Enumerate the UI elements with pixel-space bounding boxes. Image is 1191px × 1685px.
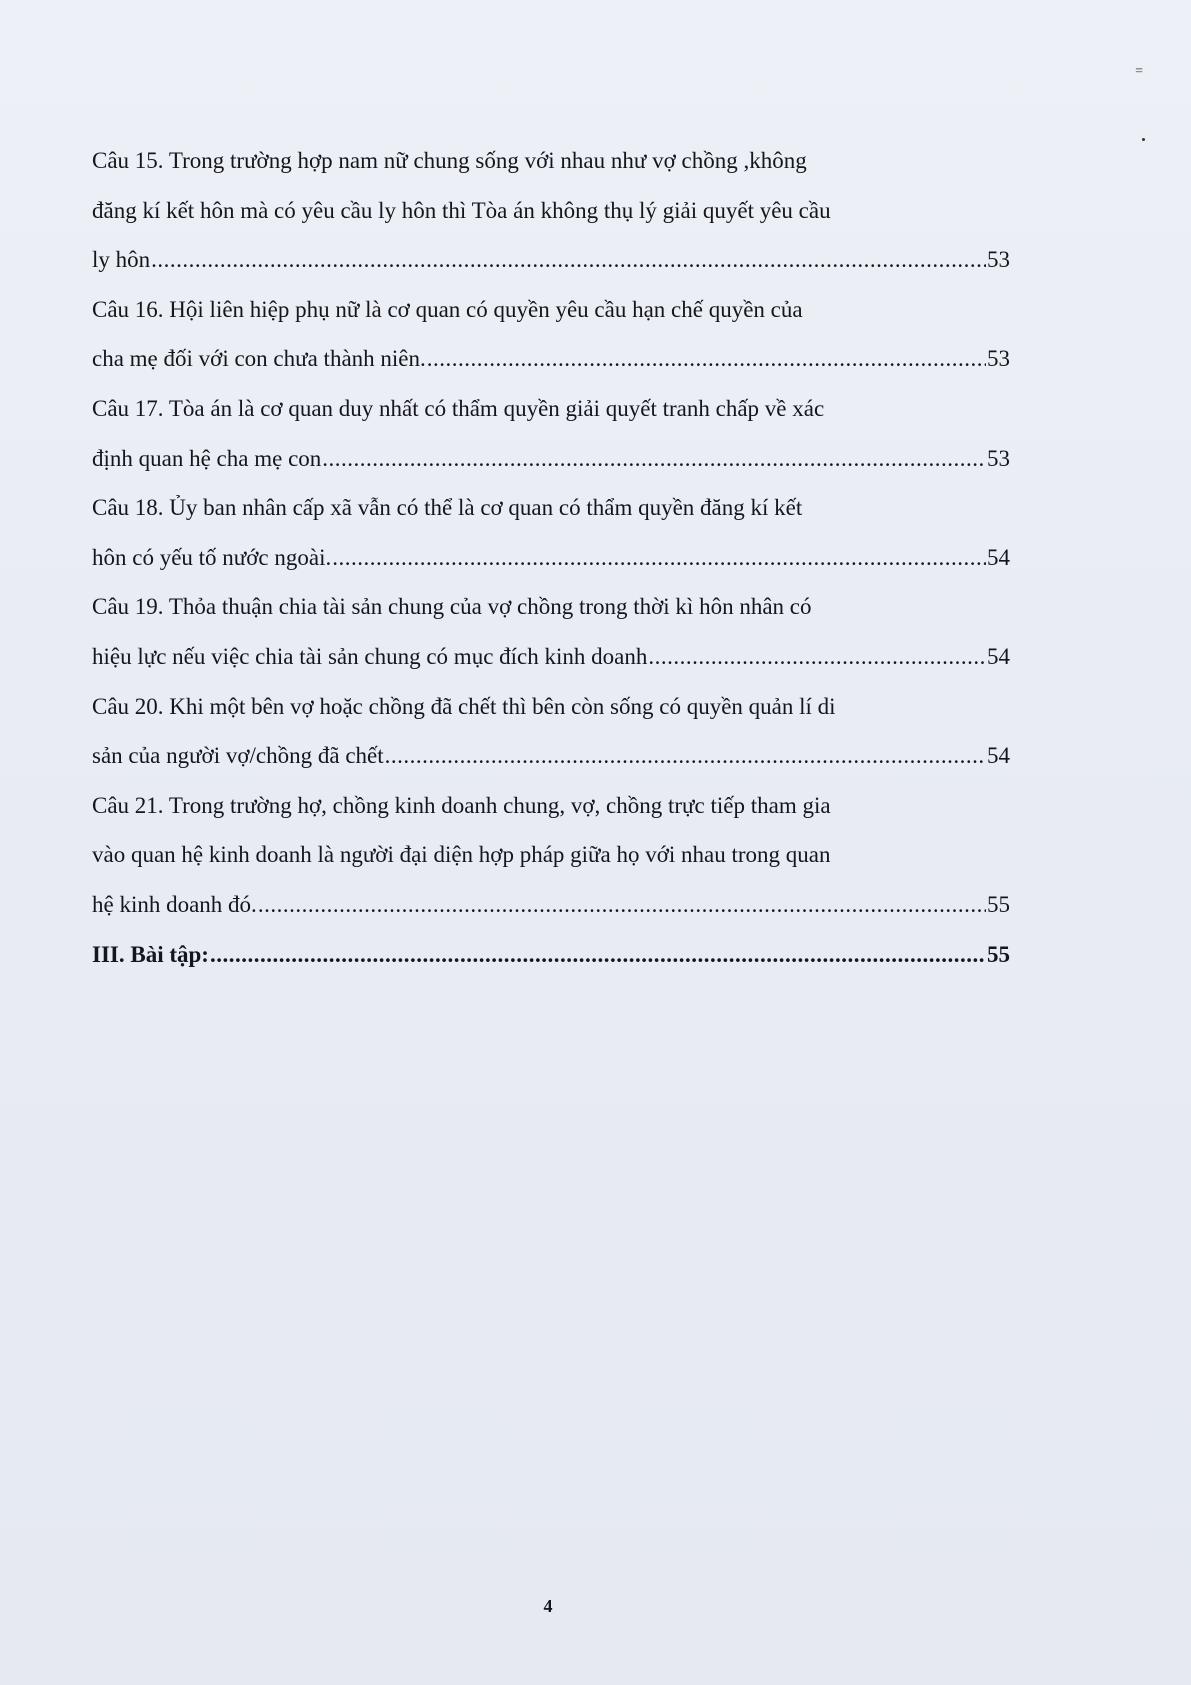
toc-entry-cau-19[interactable] [92, 582, 1010, 681]
toc-leader-line [92, 731, 1010, 781]
toc-line: Câu 15. Trong trường hợp nam nữ chung sống với nhau như vợ chồng ,không [92, 148, 807, 173]
page-number: 4 [543, 1596, 553, 1616]
dot-leader [322, 434, 986, 484]
toc-line: Câu 21. Trong trường hợ, chồng kinh doanh chung, vợ, chồng trực tiếp tham gia [92, 792, 831, 818]
toc-line: vào quan hệ kinh doanh là người đại diện hợp pháp giữa họ với nhau trong quan [92, 842, 831, 868]
toc-page-number: 54 [987, 743, 1010, 769]
toc-page-number: 55 [987, 891, 1010, 917]
dot-leader [332, 533, 986, 583]
toc-line: hiệu lực nếu việc chia tài sản chung có mục đích kinh doanh [92, 643, 648, 669]
toc-page-number: 54 [987, 544, 1010, 570]
dot-leader [427, 334, 986, 384]
toc-entry-cau-15[interactable] [92, 136, 1010, 285]
toc-line: ly hôn [92, 247, 151, 273]
toc-line: định quan hệ cha mẹ con [92, 445, 322, 471]
toc-line: hệ kinh doanh đó. [92, 891, 257, 917]
toc-leader-line [92, 533, 1010, 583]
toc-leader-line [92, 930, 1010, 980]
toc-entry-cau-17[interactable] [92, 384, 1010, 483]
dot-leader [385, 731, 986, 781]
section-title: III. Bài tập: [92, 941, 209, 967]
toc-page-number: 55 [987, 941, 1010, 967]
toc-entry-cau-16[interactable] [92, 285, 1010, 384]
toc-entry-cau-18[interactable] [92, 483, 1010, 582]
toc-line: sản của người vợ/chồng đã chết [92, 743, 384, 769]
toc-leader-line [92, 235, 1010, 285]
toc-line: Câu 17. Tòa án là cơ quan duy nhất có thẩm quyền giải quyết tranh chấp về xác [92, 395, 825, 421]
toc-entry-cau-20[interactable] [92, 682, 1010, 781]
toc-line: Câu 19. Thỏa thuận chia tài sản chung của vợ chồng trong thời kì hôn nhân có [92, 594, 812, 620]
dot-leader [648, 632, 986, 682]
toc-line: Câu 20. Khi một bên vợ hoặc chồng đã chết thì bên còn sống có quyền quản lí di [92, 693, 836, 719]
dot-leader [258, 880, 986, 930]
toc-leader-line [92, 434, 1010, 484]
corner-mark: = [1135, 64, 1143, 79]
table-of-contents [92, 136, 1010, 979]
toc-line: Câu 16. Hội liên hiệp phụ nữ là cơ quan có quyền yêu cầu hạn chế quyền của [92, 296, 803, 322]
toc-page-number: 53 [987, 346, 1010, 372]
toc-page-number: 53 [987, 247, 1010, 273]
toc-entry-cau-21[interactable] [92, 781, 1010, 930]
toc-page-number: 54 [987, 643, 1010, 669]
corner-dot [1142, 138, 1145, 141]
toc-leader-line [92, 334, 1010, 384]
toc-line: cha mẹ đối với con chưa thành niên. [92, 346, 426, 372]
dot-leader [210, 930, 986, 980]
toc-leader-line [92, 880, 1010, 930]
toc-page-number: 53 [987, 445, 1010, 471]
toc-section-bai-tap[interactable] [92, 930, 1010, 980]
toc-line: hôn có yếu tố nước ngoài. [92, 544, 332, 570]
toc-line: Câu 18. Ủy ban nhân cấp xã vẫn có thể là cơ quan có thẩm quyền đăng kí kết [92, 495, 803, 521]
toc-line: đăng kí kết hôn mà có yêu cầu ly hôn thì Tòa án không thụ lý giải quyết yêu cầu [92, 197, 831, 223]
dot-leader [151, 235, 986, 285]
toc-leader-line [92, 632, 1010, 682]
